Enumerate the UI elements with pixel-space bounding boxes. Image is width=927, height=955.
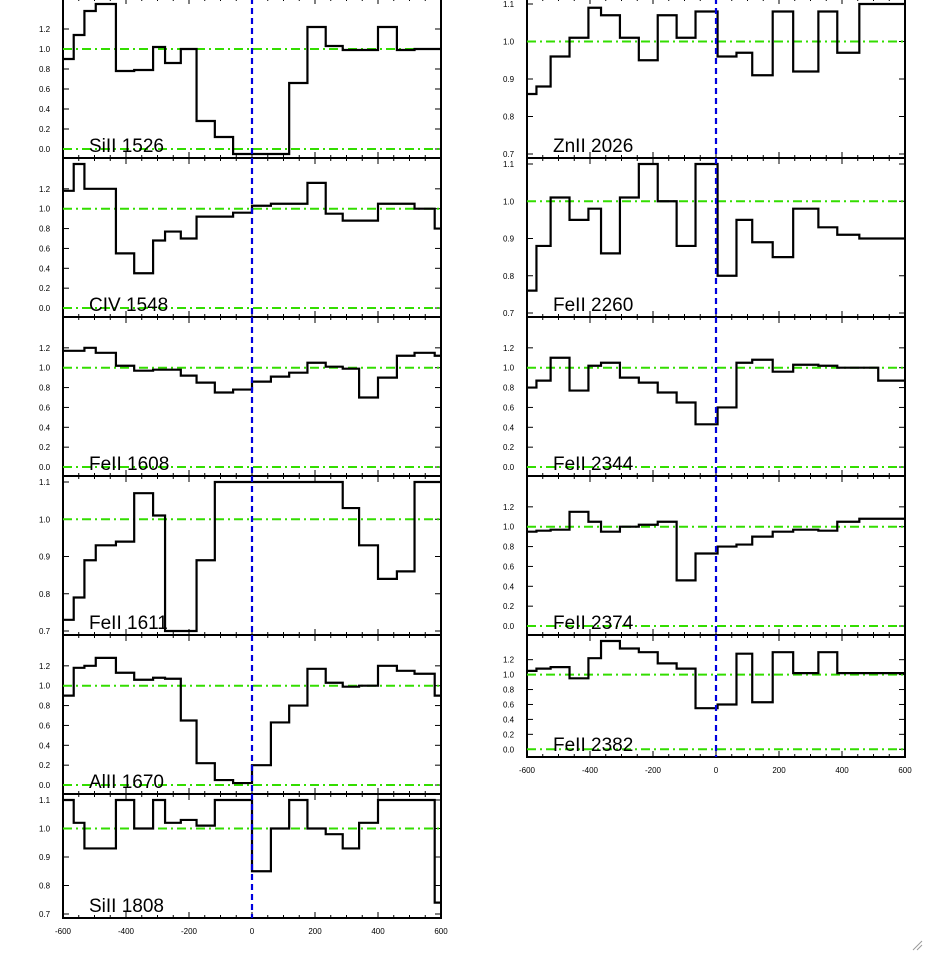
y-tick-label: 0.0 — [503, 463, 515, 473]
y-tick-label: 0.8 — [39, 589, 51, 599]
y-tick-label: 0.9 — [503, 234, 515, 244]
ion-label-feii-2260: FeII 2260 — [553, 295, 634, 316]
y-tick-label: 0.4 — [39, 264, 51, 274]
y-tick-label: 0.6 — [503, 700, 515, 710]
y-tick-label: 1.0 — [503, 522, 515, 532]
y-tick-label: 0.7 — [503, 309, 515, 318]
x-tick-label: 0 — [713, 766, 719, 775]
y-tick-label: 0.6 — [39, 85, 51, 94]
y-tick-label: 0.4 — [503, 582, 515, 592]
x-tick-label: 200 — [772, 766, 786, 775]
y-tick-label: 1.2 — [39, 184, 51, 194]
panel-feii-2382 — [503, 635, 912, 775]
y-tick-label: 0.0 — [39, 781, 51, 791]
ion-label-znii-2026: ZnII 2026 — [553, 136, 634, 157]
y-tick-label: 0.0 — [39, 304, 51, 314]
panel-civ-1548 — [39, 158, 441, 317]
y-tick-label: 0.0 — [39, 463, 51, 473]
x-tick-label: 0 — [249, 927, 255, 936]
panel-feii-2260 — [503, 158, 905, 318]
y-tick-label: 1.2 — [503, 502, 515, 512]
y-tick-label: 0.8 — [39, 881, 51, 891]
ion-label-feii-1611: FeII 1611 — [89, 613, 168, 634]
panel-siii-1526 — [39, 0, 441, 158]
y-tick-label: 0.2 — [39, 443, 51, 453]
y-tick-label: 0.6 — [39, 721, 51, 731]
panel-alii-1670 — [39, 635, 441, 794]
x-tick-label: -200 — [644, 766, 662, 775]
y-tick-label: 0.8 — [503, 271, 515, 281]
y-tick-label: 0.7 — [503, 150, 515, 159]
y-tick-label: 1.0 — [39, 681, 51, 691]
ion-label-siii-1808: SiII 1808 — [89, 896, 164, 917]
y-tick-label: 0.0 — [39, 145, 51, 154]
y-tick-label: 1.0 — [39, 363, 51, 373]
x-tick-label: -400 — [117, 927, 135, 936]
x-tick-label: -600 — [54, 927, 72, 936]
x-tick-label: 200 — [308, 927, 322, 936]
y-tick-label: 0.8 — [503, 685, 515, 695]
panel-siii-1808 — [39, 794, 448, 936]
panel-znii-2026 — [503, 0, 905, 159]
y-tick-label: 1.2 — [503, 655, 515, 665]
resize-grip-icon[interactable] — [911, 939, 923, 951]
ion-label-feii-1608: FeII 1608 — [89, 454, 170, 475]
y-tick-label: 0.8 — [503, 542, 515, 552]
panel-feii-1611 — [39, 476, 441, 636]
y-tick-label: 0.8 — [39, 224, 51, 234]
y-tick-label: 1.2 — [503, 343, 515, 353]
y-tick-label: 1.0 — [39, 824, 51, 834]
panels — [39, 0, 912, 936]
y-tick-label: 0.4 — [39, 741, 51, 751]
y-tick-label: 0.6 — [39, 403, 51, 413]
x-tick-label: 400 — [371, 927, 385, 936]
panel-feii-1608 — [39, 317, 441, 476]
y-tick-label: 0.2 — [39, 284, 51, 294]
y-tick-label: 0.2 — [503, 602, 515, 612]
y-tick-label: 1.0 — [503, 670, 515, 680]
y-tick-label: 1.1 — [503, 160, 515, 169]
y-tick-label: 0.8 — [503, 383, 515, 393]
x-tick-label: -200 — [180, 927, 198, 936]
y-tick-label: 0.9 — [39, 853, 51, 862]
y-tick-label: 1.2 — [39, 661, 51, 671]
ion-label-siii-1526: SiII 1526 — [89, 136, 164, 157]
y-tick-label: 0.4 — [39, 105, 51, 114]
y-tick-label: 0.4 — [503, 423, 515, 433]
y-tick-label: 0.8 — [39, 383, 51, 393]
panel-plot-area — [63, 164, 441, 308]
y-tick-label: 0.9 — [39, 552, 51, 562]
y-tick-label: 1.2 — [39, 25, 51, 34]
ion-label-civ-1548: CIV 1548 — [89, 295, 169, 316]
y-tick-label: 0.4 — [39, 423, 51, 433]
y-tick-label: 0.2 — [503, 730, 515, 740]
ion-label-feii-2344: FeII 2344 — [553, 454, 634, 475]
y-tick-label: 1.0 — [39, 515, 51, 525]
ion-label-alii-1670: AlII 1670 — [89, 772, 164, 793]
y-tick-label: 0.2 — [39, 125, 51, 134]
y-tick-label: 1.0 — [503, 37, 515, 47]
y-tick-label: 0.7 — [39, 910, 51, 919]
panel-feii-2374 — [503, 476, 905, 635]
y-tick-label: 0.6 — [503, 403, 515, 413]
x-tick-label: 600 — [434, 927, 448, 936]
y-tick-label: 0.0 — [503, 745, 515, 755]
y-tick-label: 1.2 — [39, 343, 51, 353]
y-tick-label: 1.0 — [503, 197, 515, 207]
y-tick-label: 0.6 — [39, 244, 51, 254]
ion-label-feii-2374: FeII 2374 — [553, 613, 634, 634]
y-tick-label: 1.0 — [39, 204, 51, 214]
ion-label-feii-2382: FeII 2382 — [553, 735, 634, 756]
y-tick-label: 0.7 — [39, 627, 51, 636]
y-tick-label: 0.0 — [503, 622, 515, 632]
x-tick-label: 400 — [835, 766, 849, 775]
y-tick-label: 0.8 — [503, 112, 515, 122]
y-tick-label: 0.2 — [503, 443, 515, 453]
y-tick-label: 1.1 — [503, 0, 515, 9]
y-tick-label: 0.6 — [503, 562, 515, 572]
y-tick-label: 0.8 — [39, 65, 51, 74]
y-tick-label: 0.8 — [39, 701, 51, 711]
x-tick-label: 600 — [898, 766, 912, 775]
panel-feii-2344 — [503, 317, 905, 476]
y-tick-label: 1.1 — [39, 796, 51, 805]
y-tick-label: 1.1 — [39, 478, 51, 487]
y-tick-label: 0.4 — [503, 715, 515, 725]
y-tick-label: 1.0 — [503, 363, 515, 373]
y-tick-label: 1.0 — [39, 45, 51, 54]
y-tick-label: 0.9 — [503, 75, 515, 84]
x-tick-label: -600 — [518, 766, 536, 775]
x-tick-label: -400 — [581, 766, 599, 775]
y-tick-label: 0.2 — [39, 761, 51, 771]
